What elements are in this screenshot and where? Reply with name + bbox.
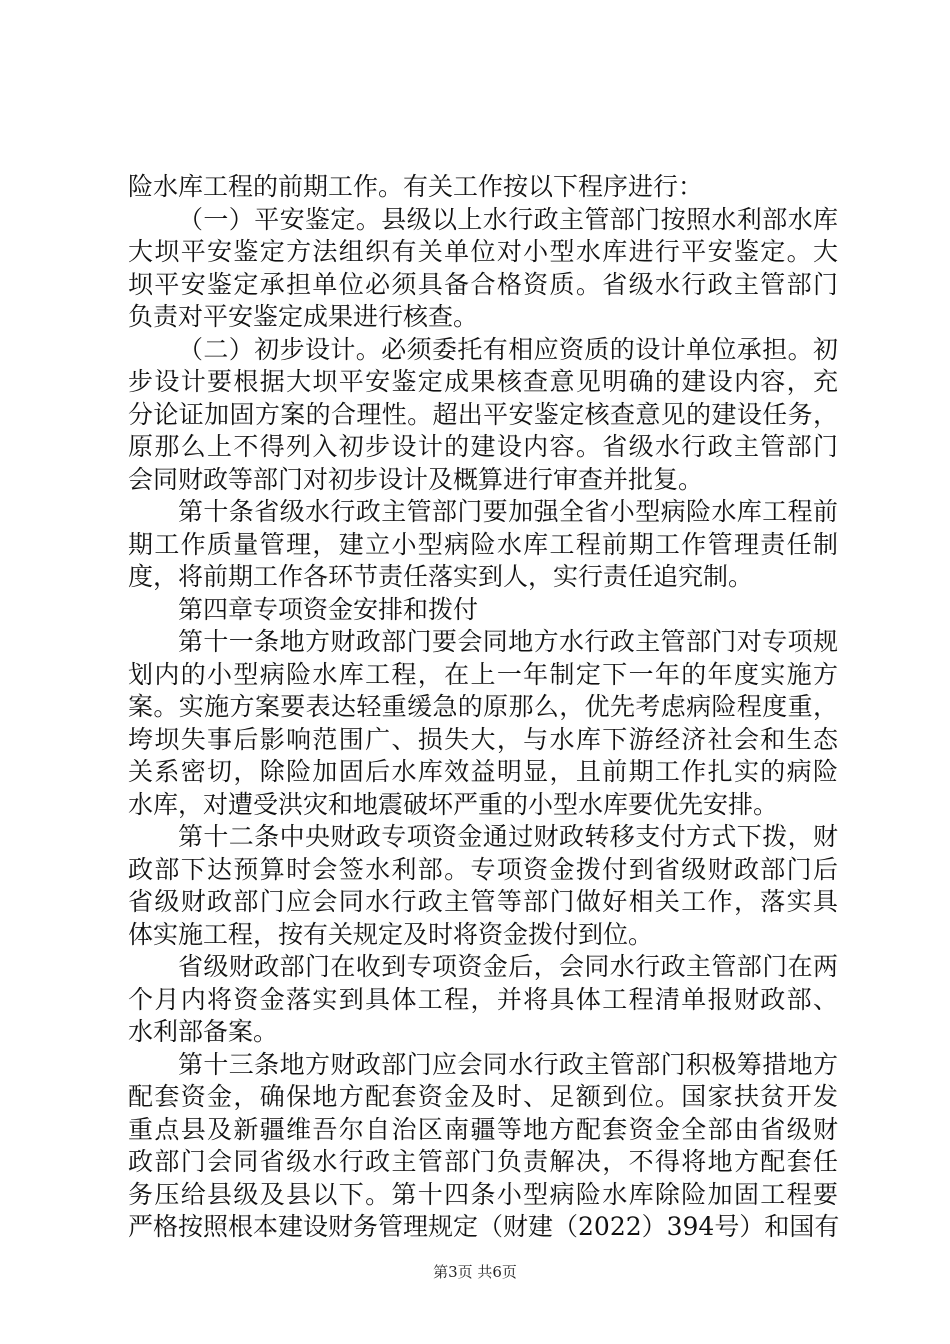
text-line: 严格按照根本建设财务管理规定（财建（2022）394号）和国有 <box>128 1212 840 1241</box>
text-line: 务压给县级及县以下。第十四条小型病险水库除险加固工程要 <box>128 1179 838 1209</box>
text-line: 政部下达预算时会签水利部。专项资金拨付到省级财政部门后 <box>128 854 838 884</box>
text-line: 省级财政部门应会同水行政主管等部门做好相关工作，落实具 <box>128 887 838 916</box>
text-line: 关系密切，除险加固后水库效益明显，且前期工作扎实的病险 <box>128 757 838 786</box>
text-line: 负责对平安鉴定成果进行核查。 <box>128 302 479 331</box>
text-line: 第十二条中央财政专项资金通过财政转移支付方式下拨，财 <box>178 822 838 851</box>
page-footer: 第3页 共6页 <box>433 1263 517 1281</box>
text-line: 分论证加固方案的合理性。超出平安鉴定核查意见的建设任务， <box>128 399 838 429</box>
text-line: 第十三条地方财政部门应会同水行政主管部门积极筹措地方 <box>178 1049 838 1079</box>
text-line: 会同财政等部门对初步设计及概算进行审查并批复。 <box>128 464 704 494</box>
text-line: 体实施工程，按有关规定及时将资金拨付到位。 <box>128 919 654 949</box>
text-line: （二）初步设计。必须委托有相应资质的设计单位承担。初 <box>178 334 838 364</box>
text-line: 划内的小型病险水库工程，在上一年制定下一年的年度实施方 <box>128 659 838 689</box>
text-line: 期工作质量管理，建立小型病险水库工程前期工作管理责任制 <box>128 529 838 559</box>
text-line: 度，将前期工作各环节责任落实到人，实行责任追究制。 <box>128 562 754 591</box>
text-line: （一）平安鉴定。县级以上水行政主管部门按照水利部水库 <box>178 204 838 234</box>
text-line: 配套资金，确保地方配套资金及时、足额到位。国家扶贫开发 <box>128 1082 838 1111</box>
text-line: 政部门会同省级水行政主管部门负责解决，不得将地方配套任 <box>128 1147 838 1176</box>
text-line: 坝平安鉴定承担单位必须具备合格资质。省级水行政主管部门 <box>128 269 838 299</box>
text-line: 大坝平安鉴定方法组织有关单位对小型水库进行平安鉴定。大 <box>128 237 838 266</box>
body-text <box>128 171 838 1244</box>
text-line: 案。实施方案要表达轻重缓急的原那么，优先考虑病险程度重， <box>128 692 838 721</box>
text-line: 个月内将资金落实到具体工程，并将具体工程清单报财政部、 <box>128 984 838 1014</box>
text-line: 第四章专项资金安排和拨付 <box>178 594 479 624</box>
text-line: 原那么上不得列入初步设计的建设内容。省级水行政主管部门 <box>128 432 838 461</box>
text-line: 省级财政部门在收到专项资金后，会同水行政主管部门在两 <box>178 952 838 981</box>
text-line: 第十一条地方财政部门要会同地方水行政主管部门对专项规 <box>178 627 838 656</box>
text-line: 第十条省级水行政主管部门要加强全省小型病险水库工程前 <box>178 497 838 526</box>
text-line: 险水库工程的前期工作。有关工作按以下程序进行： <box>128 172 704 201</box>
text-line: 水利部备案。 <box>128 1017 279 1046</box>
text-line: 重点县及新疆维吾尔自治区南疆等地方配套资金全部由省级财 <box>128 1114 838 1144</box>
text-line: 步设计要根据大坝平安鉴定成果核查意见明确的建设内容，充 <box>128 367 838 396</box>
text-line: 水库，对遭受洪灾和地震破坏严重的小型水库要优先安排。 <box>128 789 779 819</box>
text-line: 垮坝失事后影响范围广、损失大，与水库下游经济社会和生态 <box>128 724 838 754</box>
